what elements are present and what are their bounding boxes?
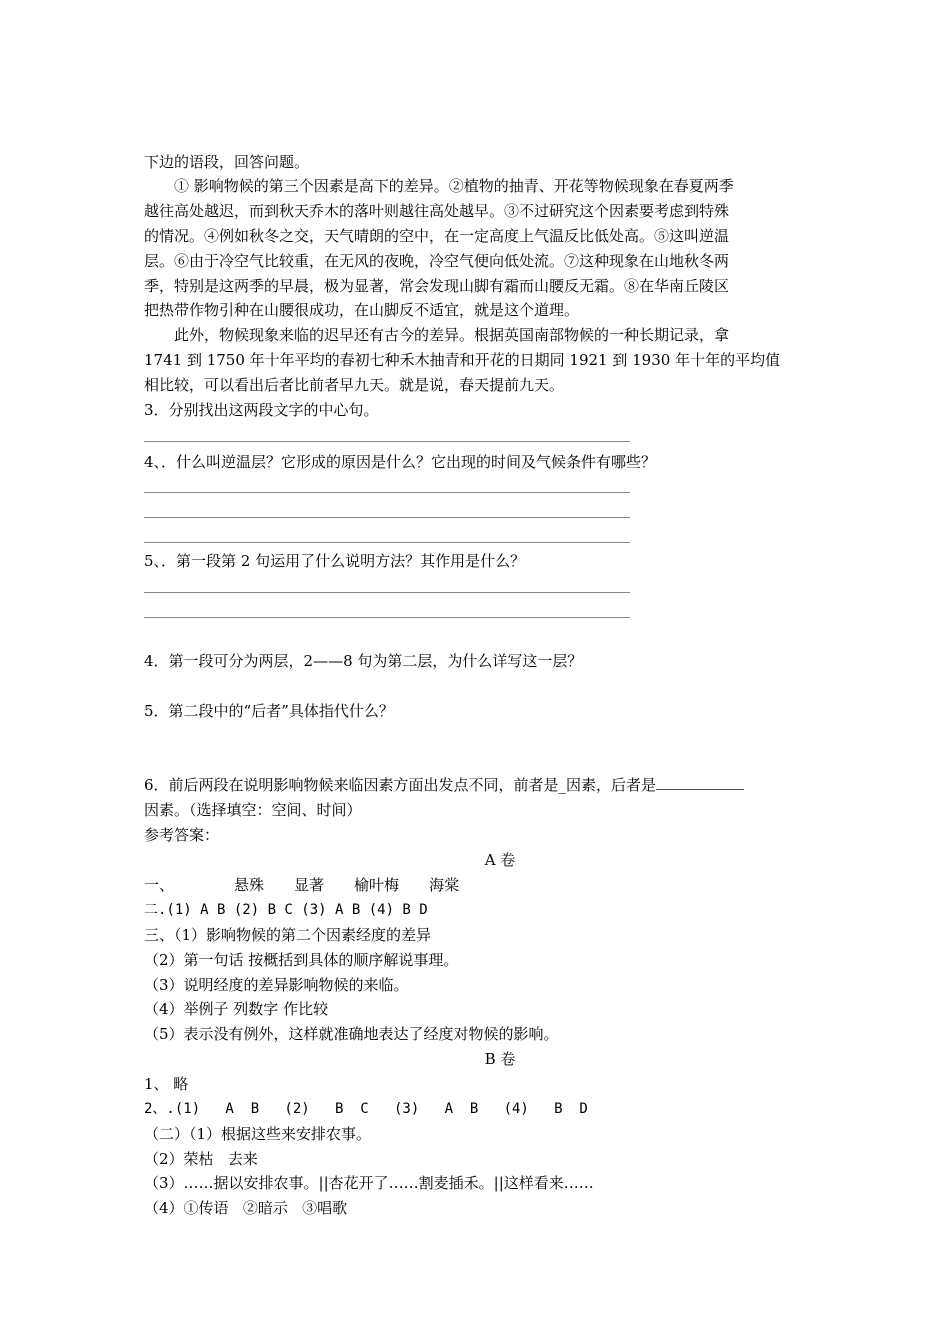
answer-line[interactable] <box>144 441 630 442</box>
passage-p2-line: 此外，物候现象来临的迟早还有古今的差异。根据英国南部物候的一种长期记录，拿 <box>174 326 730 344</box>
answer-a2: 二.(1) A B (2) B C (3) A B (4) B D <box>144 902 428 918</box>
fill-blank[interactable] <box>656 775 744 790</box>
answer-line[interactable] <box>144 517 630 518</box>
answer-b3-line: （4）①传语 ②暗示 ③唱歌 <box>144 1199 348 1217</box>
answer-line[interactable] <box>144 592 630 593</box>
answer-line[interactable] <box>144 617 630 618</box>
answer-word: 海棠 <box>429 876 460 894</box>
question-4b: 4．第一段可分为两层，2——8 句为第二层，为什么详写这一层？ <box>144 652 583 670</box>
question-4a: 4、．什么叫逆温层？它形成的原因是什么？它出现的时间及气候条件有哪些？ <box>144 453 657 471</box>
passage-p1-line: 的情况。④例如秋冬之交，天气晴朗的空中，在一定高度上气温反比低处高。⑤这叫逆温 <box>144 227 730 245</box>
section-a-title: A 卷 <box>484 851 516 869</box>
answers-heading: 参考答案： <box>144 826 220 844</box>
answer-word: 榆叶梅 <box>354 876 400 894</box>
answer-a1-num: 一、 <box>144 876 175 894</box>
answer-line[interactable] <box>144 542 630 543</box>
answer-a3-line: （2）第一句话 按概括到具体的顺序解说事理。 <box>144 951 459 969</box>
answer-b3-line: （2）荣枯 去来 <box>144 1150 258 1168</box>
question-6-cont: 因素。（选择填空：空间、时间） <box>144 801 362 819</box>
question-5a: 5、．第一段第 2 句运用了什么说明方法？其作用是什么？ <box>144 552 526 570</box>
answer-a1 <box>144 875 459 895</box>
answer-word: 悬殊 <box>234 876 265 894</box>
passage-p1-line: 季，特别是这两季的早晨，极为显著，常会发现山脚有霜而山腰反无霜。⑧在华南丘陵区 <box>144 277 730 295</box>
answer-a3-line: （3）说明经度的差异影响物候的来临。 <box>144 976 409 994</box>
question-5b: 5．第二段中的“后者”具体指代什么？ <box>144 702 394 720</box>
passage-p1-line: 层。⑥由于冷空气比较重，在无风的夜晚，冷空气便向低处流。⑦这种现象在山地秋冬两 <box>144 252 730 270</box>
answer-b2: 2、.(1) A B (2) B C (3) A B (4) B D <box>144 1101 588 1117</box>
answer-b1: 1、 略 <box>144 1075 189 1093</box>
passage-p2-line: 1741 到 1750 年十年平均的春初七种禾木抽青和开花的日期同 1921 到 1930 年十年的平均值 <box>144 351 781 369</box>
question-3: 3．分别找出这两段文字的中心句。 <box>144 401 379 419</box>
section-b-title: B 卷 <box>484 1050 516 1068</box>
answer-word: 显著 <box>294 876 325 894</box>
passage-p1-line: ① 影响物候的第三个因素是高下的差异。②植物的抽青、开花等物候现象在春夏两季 <box>174 177 734 195</box>
answer-line[interactable] <box>144 492 630 493</box>
answer-a3-line: （4）举例子 列数字 作比较 <box>144 1000 329 1018</box>
answer-a3-line: （5）表示没有例外，这样就准确地表达了经度对物候的影响。 <box>144 1025 559 1043</box>
passage-intro: 下边的语段，回答问题。 <box>144 153 310 171</box>
answer-b3-line: （3）……据以安排农事。||杏花开了……割麦插禾。||这样看来…… <box>144 1174 594 1192</box>
passage-p2-line: 相比较，可以看出后者比前者早九天。就是说，春天提前九天。 <box>144 376 565 394</box>
passage-p1-line: 越往高处越迟，而到秋天乔木的落叶则越往高处越早。③不过研究这个因素要考虑到特殊 <box>144 202 730 220</box>
question-6 <box>144 775 744 795</box>
passage-p1-line: 把热带作物引种在山腰很成功，在山脚反不适宜，就是这个道理。 <box>144 301 580 319</box>
question-6-text: 6．前后两段在说明影响物候来临因素方面出发点不同，前者是_因素，后者是 <box>144 776 657 794</box>
answer-b3-line: （二）（1）根据这些来安排农事。 <box>144 1125 372 1143</box>
answer-a3-line: 三、（1）影响物候的第二个因素经度的差异 <box>144 926 432 944</box>
